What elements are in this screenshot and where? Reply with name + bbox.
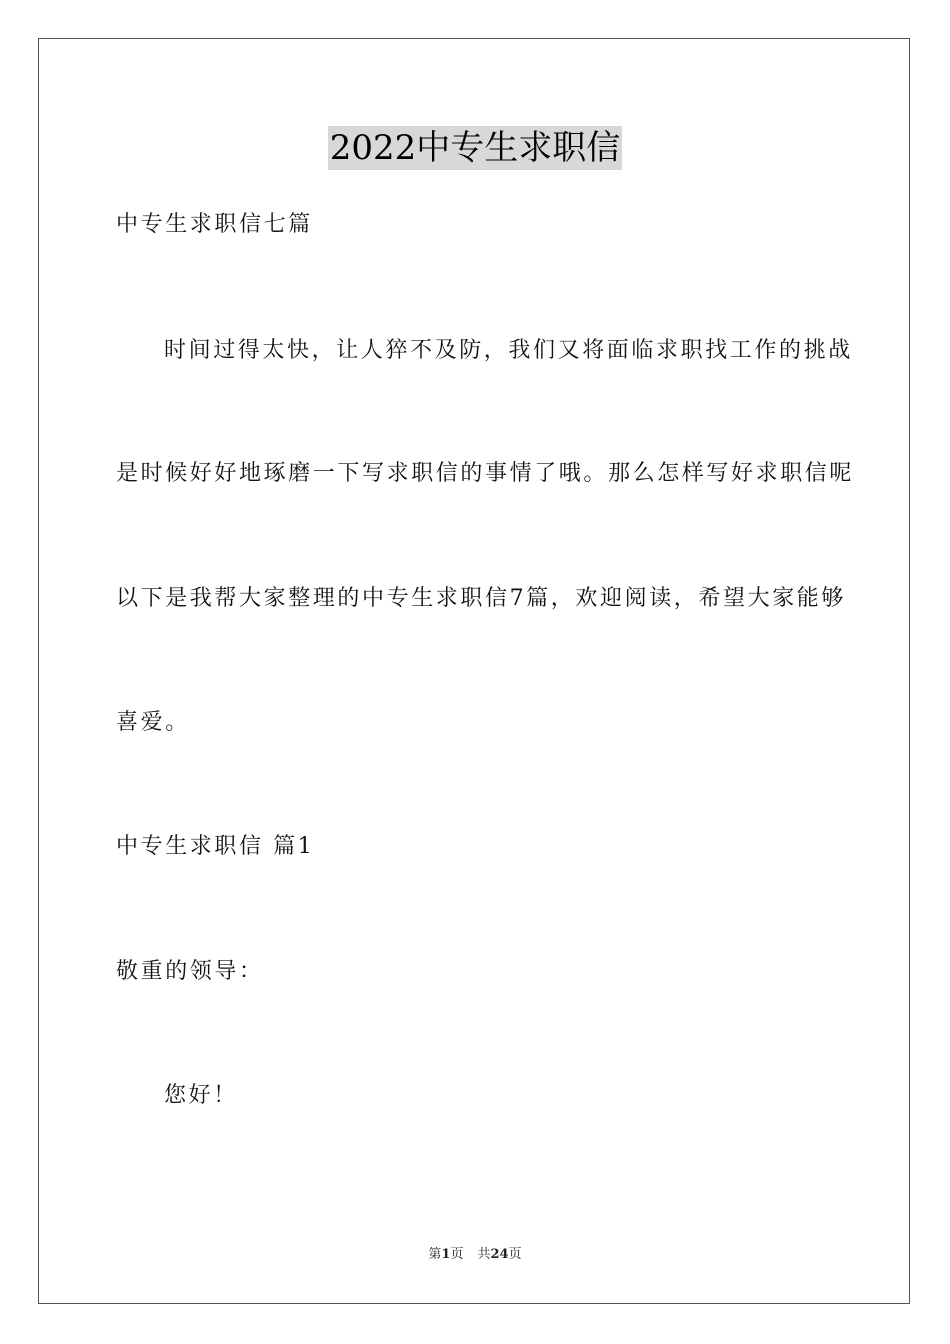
greeting: 您好！	[164, 1083, 238, 1108]
title-container	[0, 126, 950, 170]
salutation: 敬重的领导：	[116, 959, 264, 984]
footer-total-pages: 24	[490, 1247, 509, 1262]
document-subtitle: 中专生求职信七篇	[116, 212, 313, 237]
paragraph-line-4: 喜爱。	[116, 710, 190, 735]
section-heading: 中专生求职信 篇1	[116, 834, 315, 859]
footer-page-suffix: 页	[450, 1247, 464, 1262]
footer-total-suffix: 页	[508, 1247, 522, 1262]
paragraph-line-2: 是时候好好地琢磨一下写求职信的事情了哦。那么怎样写好求职信呢	[116, 461, 855, 486]
footer-page-prefix: 第	[428, 1247, 442, 1262]
footer-total-prefix: 共	[477, 1247, 491, 1262]
document-title: 2022中专生求职信	[329, 128, 621, 168]
paragraph-line-1: 时间过得太快，让人猝不及防，我们又将面临求职找工作的挑战	[164, 338, 853, 363]
footer-page-number: 1	[441, 1247, 451, 1262]
page-footer	[0, 1246, 950, 1264]
paragraph-line-3: 以下是我帮大家整理的中专生求职信7篇，欢迎阅读，希望大家能够	[116, 586, 846, 611]
